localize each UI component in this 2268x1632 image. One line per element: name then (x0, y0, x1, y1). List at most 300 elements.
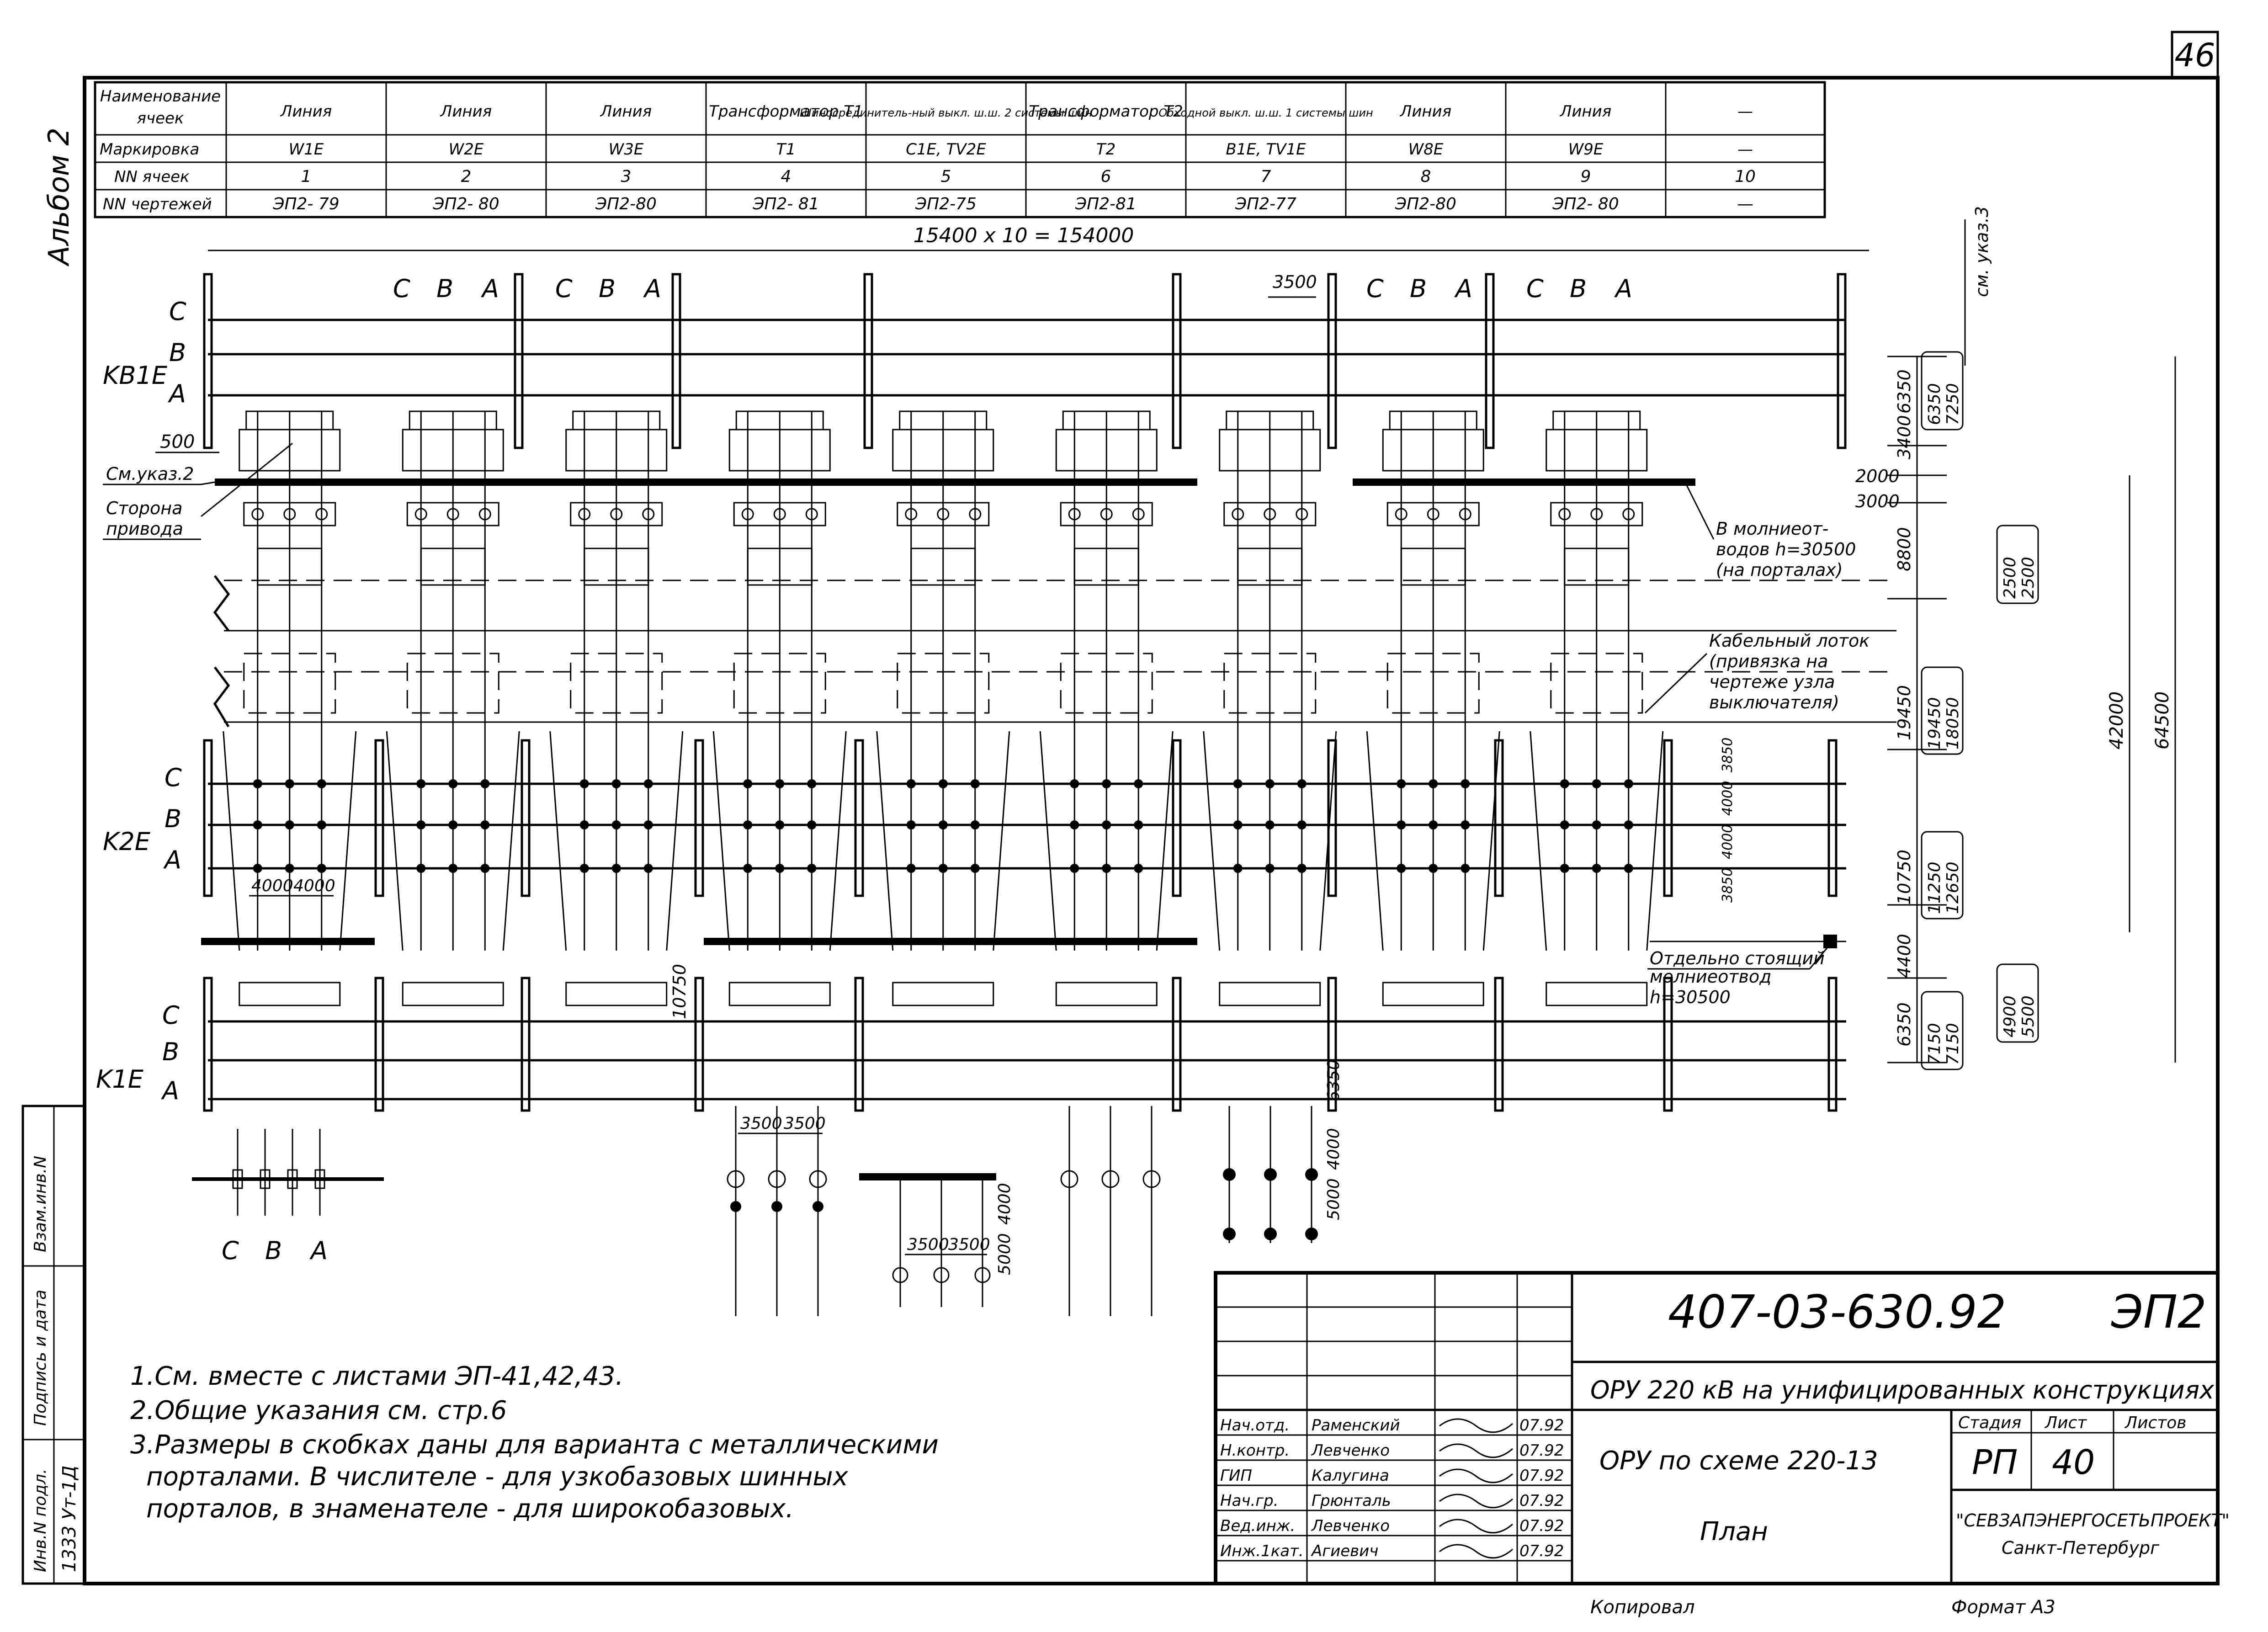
cell-drawing-4: ЭП2- 81 (753, 195, 819, 213)
cell-name-2: Линия (440, 102, 492, 121)
note-3a: 3.Размеры в скобках даны для варианта с металлическими (130, 1430, 939, 1460)
bay-4-junction-a-3 (807, 864, 816, 873)
bay-3-junction-b-3 (644, 820, 653, 829)
signatory-name-2: Левченко (1312, 1441, 1390, 1460)
footer-format: Формат А3 (1951, 1597, 2056, 1618)
dim-3500-pair-b: 3500 (784, 1114, 826, 1133)
signature-mark-2 (1439, 1444, 1513, 1457)
phase-b-bot: B (162, 1037, 180, 1066)
bay-8-junction-b-3 (1461, 820, 1470, 829)
cell-mark-9: W9E (1568, 140, 1604, 159)
cell-drawing-1: ЭП2- 79 (273, 195, 340, 213)
bay-1-junction-a-2 (285, 864, 294, 873)
top-portal-post-5 (1173, 274, 1180, 448)
bay-8-junction-b-2 (1429, 820, 1438, 829)
bottom-7-node-b-2 (1264, 1228, 1277, 1240)
bay-5-junction-c-3 (971, 779, 980, 788)
bay-9-junction-c-1 (1560, 779, 1569, 788)
low-portal-post-5 (855, 978, 863, 1111)
bay-4-junction-b-1 (743, 820, 752, 829)
right-dim-3400: 3400 (1894, 415, 1914, 459)
cell-mark-1: W1E (288, 140, 324, 159)
right-dim-10750: 10750 (1894, 850, 1914, 905)
bay-2-junction-b-1 (416, 820, 425, 829)
callout-see-note-2: См.указ.2 (106, 464, 194, 484)
top-portal-post-1 (204, 274, 212, 448)
bottom-7-node-3 (1305, 1168, 1318, 1181)
bay-3-junction-c-2 (612, 779, 621, 788)
dim-vert-4000b: 4000 (1324, 1128, 1343, 1170)
break-mark-left (215, 576, 228, 631)
bracket-2-b: 2500 (2019, 557, 2038, 599)
cell-drawing-8: ЭП2-80 (1395, 195, 1456, 213)
bay-2-junction-c-2 (448, 779, 457, 788)
cell-name-3: Линия (600, 102, 652, 121)
top-phases-2-c: C (555, 274, 573, 303)
dim-10750-left: 10750 (669, 964, 690, 1019)
signatory-date-4: 07.92 (1519, 1492, 1564, 1510)
mid-portal-post-2 (376, 740, 383, 896)
bay-4-junction-b-2 (775, 820, 784, 829)
bay-2-junction-b-3 (480, 820, 489, 829)
bay-2-junction-b-2 (448, 820, 457, 829)
bay-3-junction-b-2 (612, 820, 621, 829)
dim-3500-top: 3500 (1273, 272, 1317, 292)
row-header-name-2: ячеек (137, 109, 184, 128)
bay-7-junction-c-3 (1297, 779, 1307, 788)
cell-number-6: 6 (1100, 167, 1111, 186)
bay-6-junction-a-1 (1070, 864, 1079, 873)
bay-4-junction-c-1 (743, 779, 752, 788)
cell-mark-2: W2E (448, 140, 484, 159)
cell-number-5: 5 (940, 167, 951, 186)
bay-2-junction-a-2 (448, 864, 457, 873)
callout-cable-4: выключателя) (1709, 692, 1839, 712)
callout-see-note-3: см. указ.3 (1972, 206, 1992, 297)
bay-9-junction-a-2 (1592, 864, 1601, 873)
bay-6-junction-a-2 (1102, 864, 1111, 873)
right-dim-8800: 8800 (1894, 527, 1914, 571)
dim-vert-5000: 5000 (995, 1233, 1014, 1275)
note-1: 1.См. вместе с листами ЭП-41,42,43. (130, 1361, 624, 1391)
note-3b: порталами. В числителе - для узкобазовых шинных (146, 1462, 848, 1492)
right-dim-64500: 64500 (2152, 691, 2173, 750)
cell-table (95, 82, 1825, 217)
signatory-date-6: 07.92 (1519, 1542, 1564, 1560)
cell-number-8: 8 (1420, 167, 1431, 186)
cell-number-2: 2 (461, 167, 472, 186)
bay-4-junction-c-2 (775, 779, 784, 788)
bay-1-junction-c-3 (317, 779, 326, 788)
phase-a-bot: A (162, 1076, 179, 1105)
cell-drawing-3: ЭП2-80 (595, 195, 657, 213)
bay-2-low-disconnector (403, 983, 503, 1005)
bay-6-junction-b-3 (1134, 820, 1143, 829)
cell-number-10: 10 (1735, 167, 1756, 186)
org-name: "СЕВЗАПЭНЕРГОСЕТЬПРОЕКТ" (1956, 1510, 2230, 1531)
bay-3-junction-a-1 (580, 864, 589, 873)
cell-number-7: 7 (1260, 167, 1271, 186)
phase-b-mid: B (165, 804, 182, 833)
callout-lightning-3: (на порталах) (1716, 560, 1843, 580)
top-phases-3-b: B (1410, 274, 1427, 303)
signatory-date-1: 07.92 (1519, 1416, 1564, 1435)
bracket-6-a: 4900 (2001, 995, 2019, 1037)
bay-8-junction-c-3 (1461, 779, 1470, 788)
low-portal-post-8 (1495, 978, 1503, 1111)
row-header-drawings: NN чертежей (103, 195, 212, 213)
lightning-rod-standalone (1823, 935, 1837, 948)
phase-c-mid: C (165, 763, 182, 792)
phase-c-top: C (169, 297, 186, 326)
signatory-date-3: 07.92 (1519, 1467, 1564, 1485)
bay-7-junction-a-1 (1233, 864, 1243, 873)
mid-portal-post-8 (1495, 740, 1503, 896)
cell-number-3: 3 (621, 167, 632, 186)
dim-3500-pair2-b: 3500 (948, 1235, 990, 1254)
callout-cable-2: (привязка на (1709, 651, 1828, 671)
callout-cable-leader (1645, 654, 1707, 713)
phase-a-top: A (169, 379, 186, 408)
bracket-5-a: 7150 (1925, 1023, 1944, 1065)
signature-mark-3 (1439, 1469, 1513, 1483)
bay-6-junction-b-1 (1070, 820, 1079, 829)
signatory-role-5: Вед.инж. (1220, 1517, 1296, 1535)
bracket-6-b: 5500 (2019, 995, 2038, 1037)
bay-3-junction-c-3 (644, 779, 653, 788)
right-dim-4400: 4400 (1894, 934, 1914, 978)
cell-name-7: Обходной выкл. ш.ш. 1 системы шин (1158, 106, 1373, 119)
top-phases-3-c: C (1366, 274, 1384, 303)
cell-number-1: 1 (301, 167, 312, 186)
signatory-name-3: Калугина (1312, 1467, 1389, 1485)
bottom-4-node-3 (813, 1201, 823, 1212)
stage-value: РП (1972, 1443, 2018, 1482)
bay-8-junction-c-2 (1429, 779, 1438, 788)
bay-1-junction-b-3 (317, 820, 326, 829)
low-portal-post-1 (204, 978, 212, 1111)
callout-standalone-3: h=30500 (1650, 987, 1731, 1007)
dim-mid-4000b: 4000 (1720, 781, 1736, 816)
top-portal-post-7 (1486, 274, 1493, 448)
top-phases-1-a: A (482, 274, 499, 303)
org-city: Санкт-Петербург (2002, 1538, 2160, 1558)
bay-9-junction-b-3 (1624, 820, 1633, 829)
bay-3-junction-a-2 (612, 864, 621, 873)
bay-4-low-disconnector (729, 983, 830, 1005)
bay-6-low-disconnector (1056, 983, 1157, 1005)
sheet-label: Лист (2045, 1414, 2087, 1432)
dim-3500-pair2-a: 3500 (907, 1235, 949, 1254)
right-dim-6350-a: 6350 (1894, 369, 1914, 414)
sheets-label: Листов (2125, 1414, 2187, 1432)
break-mark-left-2 (215, 667, 228, 727)
signatory-date-5: 07.92 (1519, 1517, 1564, 1535)
bay-5-low-disconnector (893, 983, 993, 1005)
signatory-name-4: Грюнталь (1312, 1492, 1391, 1510)
bay-3-junction-a-3 (644, 864, 653, 873)
bay-7-junction-b-2 (1265, 820, 1275, 829)
mid-portal-post-6 (1173, 740, 1180, 896)
bay-1-junction-a-3 (317, 864, 326, 873)
bay-5-junction-b-2 (939, 820, 948, 829)
callout-lightning-2: водов h=30500 (1716, 539, 1856, 559)
phase-b-top: B (169, 338, 186, 367)
signatory-role-3: ГИП (1220, 1467, 1252, 1485)
cell-number-4: 4 (781, 167, 791, 186)
top-portal-post-6 (1328, 274, 1336, 448)
bay-5-junction-b-3 (971, 820, 980, 829)
callout-see-note-2-leader (201, 482, 215, 484)
stamp-label-signature: Подпись и дата (31, 1289, 50, 1426)
bay-1-junction-b-2 (285, 820, 294, 829)
bay-5-junction-b-1 (907, 820, 916, 829)
signatory-role-4: Нач.гр. (1220, 1492, 1279, 1510)
bracket-3-b: 18050 (1944, 697, 1962, 750)
signatory-date-2: 07.92 (1519, 1441, 1564, 1460)
doc-code: 407-03-630.92 (1668, 1285, 2007, 1339)
bottom-phase-c: C (222, 1236, 239, 1265)
top-portal-post-3 (673, 274, 680, 448)
side-stamp (23, 1106, 85, 1584)
bay-3-junction-c-1 (580, 779, 589, 788)
bay-7-junction-b-1 (1233, 820, 1243, 829)
signature-mark-4 (1439, 1494, 1513, 1508)
mid-portal-post-10 (1829, 740, 1836, 896)
bottom-4-node-1 (730, 1201, 741, 1212)
row-header-cells: NN ячеек (114, 168, 190, 186)
bay-2-junction-a-3 (480, 864, 489, 873)
top-portal-post-4 (865, 274, 872, 448)
mid-portal-post-4 (696, 740, 703, 896)
bay-9-junction-c-2 (1592, 779, 1601, 788)
bay-1-junction-b-1 (253, 820, 262, 829)
bracket-4-a: 11250 (1925, 861, 1944, 914)
callout-cable-1: Кабельный лоток (1709, 631, 1870, 651)
bay-9-junction-c-3 (1624, 779, 1633, 788)
bay-8-junction-c-1 (1397, 779, 1406, 788)
cell-mark-6: T2 (1096, 140, 1116, 159)
cell-name-8: Линия (1400, 102, 1452, 121)
bus-label-k2e: K2E (103, 827, 150, 856)
cell-mark-10: — (1737, 140, 1753, 159)
callout-lightning-1: В молниеот- (1716, 519, 1829, 539)
cell-drawing-10: — (1737, 195, 1753, 213)
dim-500: 500 (160, 431, 195, 452)
signatory-name-5: Левченко (1312, 1517, 1390, 1535)
top-portal-post-8 (1838, 274, 1845, 448)
bay-9-junction-b-1 (1560, 820, 1569, 829)
stamp-label-replace: Взам.инв.N (31, 1155, 50, 1252)
stamp-label-inventory: Инв.N подл. (31, 1468, 50, 1572)
scheme-title: ОРУ по схеме 220-13 (1599, 1446, 1878, 1476)
right-dim-6350-b: 6350 (1894, 1002, 1914, 1047)
bay-1-low-disconnector (239, 983, 340, 1005)
top-phases-4-a: A (1615, 274, 1632, 303)
bottom-phase-a: A (311, 1236, 328, 1265)
bracket-5-b: 7150 (1944, 1023, 1962, 1065)
cell-mark-8: W8E (1408, 140, 1444, 159)
bracket-3-a: 19450 (1925, 697, 1944, 750)
top-portal-post-2 (515, 274, 522, 448)
bracket-1-a: 6350 (1925, 383, 1944, 425)
signature-mark-5 (1439, 1520, 1513, 1533)
dim-3500-pair-a: 3500 (740, 1114, 782, 1133)
dim-mid-3850a: 3850 (1720, 867, 1736, 903)
callout-cable-3: чертеже узла (1709, 672, 1835, 692)
bay-5-junction-c-2 (939, 779, 948, 788)
bus-label-k1e: K1E (96, 1065, 143, 1094)
top-phases-2-a: A (644, 274, 661, 303)
bay-9-junction-a-3 (1624, 864, 1633, 873)
low-portal-post-6 (1173, 978, 1180, 1111)
phase-a-mid: A (165, 845, 181, 874)
bay-2-junction-c-1 (416, 779, 425, 788)
bay-5-junction-a-2 (939, 864, 948, 873)
mid-portal-post-1 (204, 740, 212, 896)
right-dim-42000: 42000 (2106, 691, 2127, 750)
dim-mid-4000a: 4000 (1720, 824, 1736, 859)
dim-mid-3850b: 3850 (1720, 737, 1736, 772)
low-portal-post-4 (696, 978, 703, 1111)
bay-2-junction-c-3 (480, 779, 489, 788)
signatory-role-2: Н.контр. (1220, 1441, 1290, 1460)
callout-standalone-1: Отдельно стоящий (1650, 948, 1825, 968)
signatory-role-6: Инж.1кат. (1220, 1542, 1304, 1560)
bay-1-junction-a-1 (253, 864, 262, 873)
bay-3-junction-b-1 (580, 820, 589, 829)
dim-4000-a: 4000 (251, 877, 293, 895)
bottom-7-node-2 (1264, 1168, 1277, 1181)
signature-mark-1 (1439, 1419, 1513, 1432)
note-2: 2.Общие указания см. стр.6 (130, 1396, 507, 1425)
low-portal-post-2 (376, 978, 383, 1111)
cell-drawing-2: ЭП2- 80 (433, 195, 499, 213)
dim-vert-6350b: 6350 (1324, 1059, 1343, 1101)
cell-mark-5: C1E, TV2E (906, 140, 986, 159)
bay-8-low-disconnector (1383, 983, 1483, 1005)
bay-1-junction-c-1 (253, 779, 262, 788)
bay-1-junction-c-2 (285, 779, 294, 788)
callout-drive-side-2: привода (106, 519, 183, 539)
bottom-7-node-b-1 (1223, 1228, 1236, 1240)
cell-name-6: Трансформатор Т2 (1029, 102, 1183, 121)
bay-8-junction-a-1 (1397, 864, 1406, 873)
top-phases-4-b: B (1570, 274, 1587, 303)
stage-label: Стадия (1958, 1414, 2022, 1432)
cell-name-5: Шиносрединитель-ный выкл. ш.ш. 2 системы шин (800, 106, 1092, 119)
bottom-4-node-2 (771, 1201, 782, 1212)
cell-mark-7: B1E, TV1E (1226, 140, 1306, 159)
dim-vert-4000: 4000 (995, 1183, 1014, 1225)
cell-name-4: Трансформатор Т1 (709, 102, 863, 121)
bus-label-kb1e: KB1E (103, 361, 167, 390)
cell-drawing-6: ЭП2-81 (1075, 195, 1137, 213)
overall-dimension: 15400 x 10 = 154000 (913, 224, 1134, 247)
bay-7-junction-a-2 (1265, 864, 1275, 873)
cell-name-1: Линия (280, 102, 332, 121)
cell-mark-4: T1 (776, 140, 796, 159)
low-portal-post-10 (1829, 978, 1836, 1111)
bay-7-low-disconnector (1220, 983, 1320, 1005)
cell-mark-3: W3E (608, 140, 644, 159)
right-dim-19450: 19450 (1894, 685, 1914, 740)
note-3c: порталов, в знаменателе - для широкобазовых. (146, 1494, 794, 1524)
row-header-mark: Маркировка (100, 140, 200, 159)
phase-c-bot: C (162, 1001, 180, 1030)
callout-drive-side-1: Сторона (106, 498, 183, 518)
signatory-name-6: Агиевич (1312, 1542, 1379, 1560)
row-header-name-1: Наименование (100, 87, 221, 106)
title-block (1216, 1273, 2230, 1584)
sheet-frame (85, 78, 2218, 1584)
bracket-4-b: 12650 (1944, 861, 1962, 914)
bay-2-junction-a-1 (416, 864, 425, 873)
notes (130, 1361, 939, 1524)
bracket-1-b: 7250 (1944, 383, 1962, 425)
sheet-number: 46 (2174, 37, 2215, 74)
bay-5-junction-c-1 (907, 779, 916, 788)
bottom-phase-b: B (265, 1236, 282, 1265)
dim-4000-b: 4000 (293, 877, 335, 895)
bay-4-junction-b-3 (807, 820, 816, 829)
callout-standalone-2: молниеотвод (1650, 967, 1772, 987)
bottom-7-node-1 (1223, 1168, 1236, 1181)
bay-5-junction-a-3 (971, 864, 980, 873)
bay-7-junction-b-3 (1297, 820, 1307, 829)
bay-8-junction-b-1 (1397, 820, 1406, 829)
top-phases-2-b: B (599, 274, 616, 303)
bay-4-junction-c-3 (807, 779, 816, 788)
low-portal-post-3 (522, 978, 529, 1111)
bay-4-junction-a-2 (775, 864, 784, 873)
bay-9-junction-b-2 (1592, 820, 1601, 829)
mid-portal-post-5 (855, 740, 863, 896)
project-title: ОРУ 220 кВ на унифицированных конструкциях (1590, 1376, 2215, 1404)
bay-5-junction-a-1 (907, 864, 916, 873)
bay-9-low-disconnector (1546, 983, 1647, 1005)
bay-4-junction-a-1 (743, 864, 752, 873)
bay-8-junction-a-2 (1429, 864, 1438, 873)
bay-9-junction-a-1 (1560, 864, 1569, 873)
cell-name-10: — (1737, 102, 1753, 121)
bay-3-low-disconnector (566, 983, 667, 1005)
bay-6-junction-b-2 (1102, 820, 1111, 829)
bay-6-junction-a-3 (1134, 864, 1143, 873)
top-phases-1-b: B (436, 274, 454, 303)
doc-series: ЭП2 (2111, 1285, 2207, 1339)
cell-drawing-9: ЭП2- 80 (1552, 195, 1619, 213)
top-phases-4-c: C (1526, 274, 1544, 303)
callout-lightning-leader (1686, 484, 1714, 539)
signatory-role-1: Нач.отд. (1220, 1416, 1290, 1435)
bay-7-junction-c-2 (1265, 779, 1275, 788)
bay-6-junction-c-2 (1102, 779, 1111, 788)
signature-mark-6 (1439, 1545, 1513, 1558)
footer-copied: Копировал (1590, 1597, 1695, 1618)
dim-vert-5000b: 5000 (1324, 1178, 1343, 1220)
bay-7-junction-a-3 (1297, 864, 1307, 873)
cell-name-9: Линия (1560, 102, 1612, 121)
sheet-title: План (1700, 1517, 1768, 1547)
bay-6-junction-c-1 (1070, 779, 1079, 788)
cell-drawing-7: ЭП2-77 (1235, 195, 1296, 213)
signatory-name-1: Раменский (1312, 1416, 1400, 1435)
bay-8-junction-a-3 (1461, 864, 1470, 873)
top-phases-1-c: C (393, 274, 410, 303)
album-label: Альбом 2 (42, 128, 75, 265)
sheet-value: 40 (2052, 1443, 2095, 1482)
